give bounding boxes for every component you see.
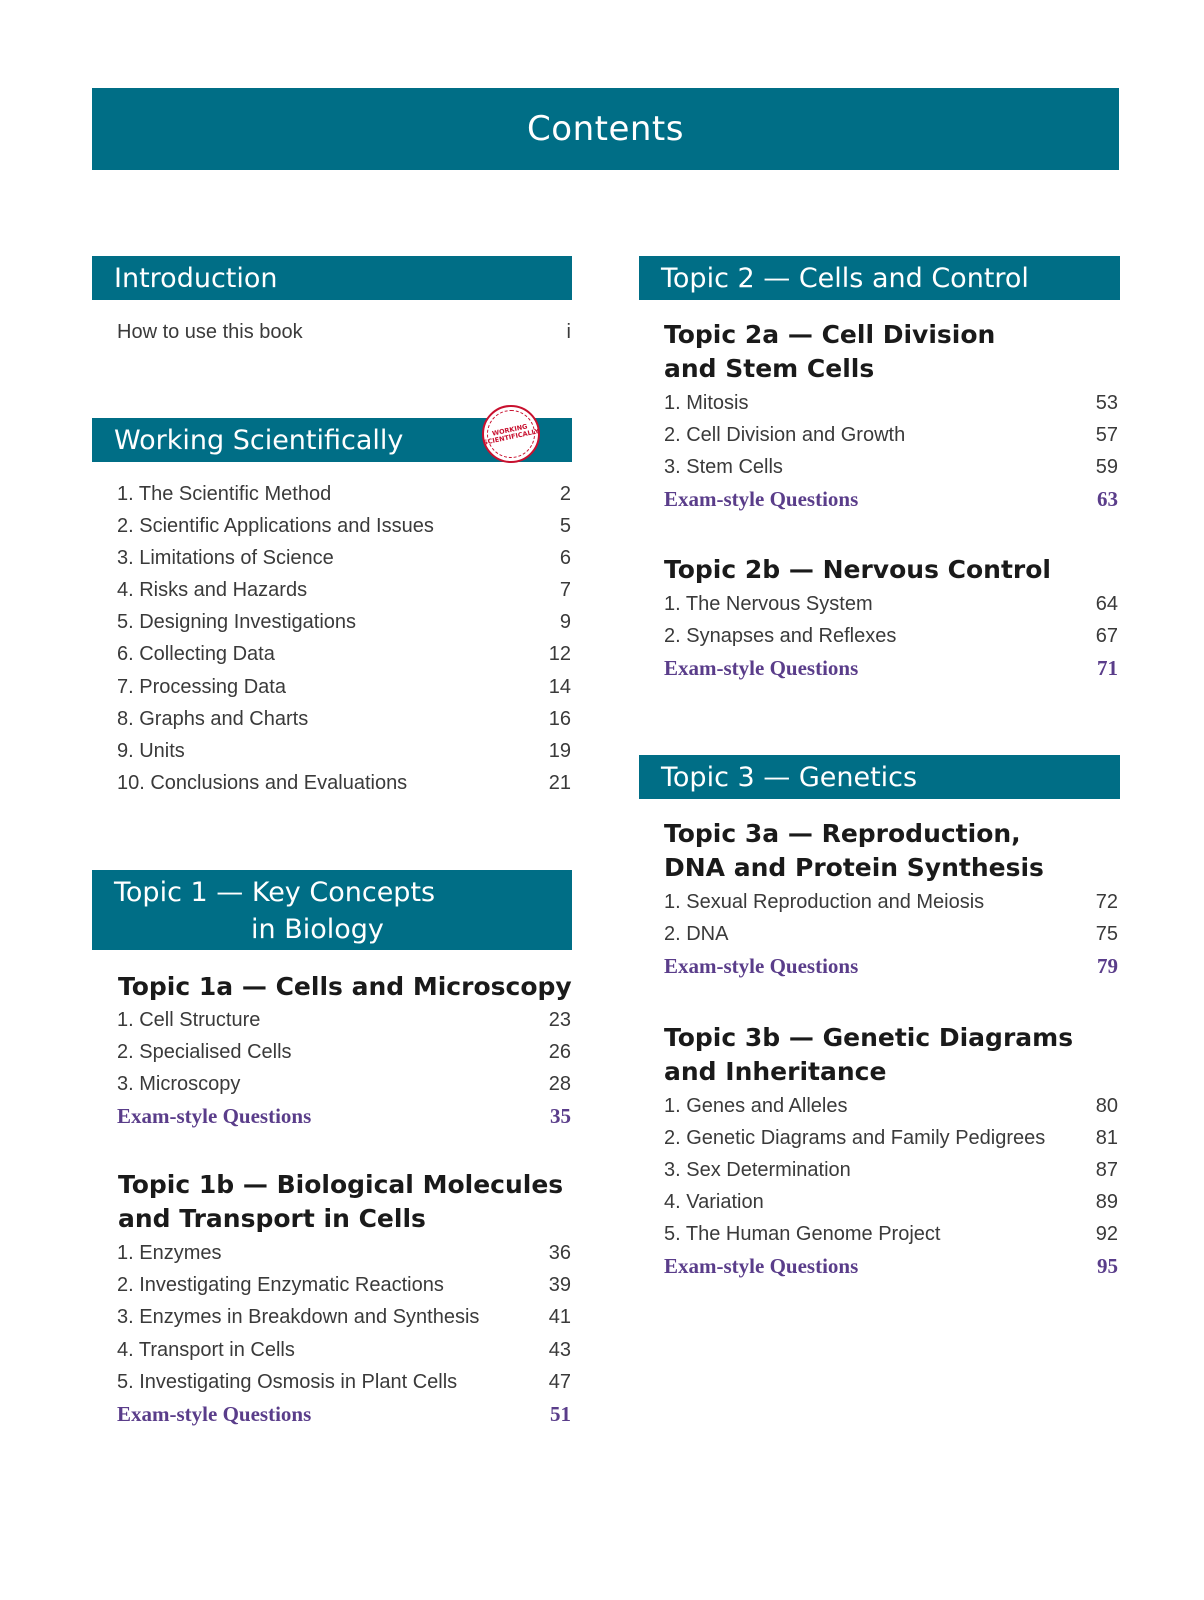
entry-page: 19 [548, 739, 571, 762]
entry-page: 14 [548, 675, 571, 698]
toc-entry[interactable] [664, 622, 1118, 650]
toc-entry[interactable] [664, 1220, 1118, 1248]
topic3a-heading [664, 817, 1044, 885]
entry-page: 41 [548, 1305, 571, 1328]
page-title: Contents [527, 109, 684, 149]
entry-label: 1. Mitosis [664, 391, 749, 414]
entry-label: 5. Designing Investigations [117, 610, 357, 633]
entry-page: 67 [1095, 624, 1118, 647]
entry-page: 6 [559, 546, 571, 569]
entry-page: 2 [559, 482, 571, 505]
exam-questions-entry[interactable] [664, 952, 1118, 980]
topic3-heading [639, 755, 1120, 799]
toc-entry[interactable] [117, 1006, 571, 1034]
entry-label: 4. Risks and Hazards [117, 578, 308, 601]
entry-label: 6. Collecting Data [117, 642, 275, 665]
entry-label: 3. Sex Determination [664, 1158, 851, 1181]
introduction-heading [92, 256, 572, 300]
toc-entry[interactable] [117, 512, 571, 540]
entry-page: 59 [1095, 455, 1118, 478]
entry-label: 2. DNA [664, 922, 729, 945]
entry-label: 2. Scientific Applications and Issues [117, 514, 434, 537]
topic2a-heading-line1: Topic 2a — Cell Division [664, 320, 996, 349]
topic3b-heading-line2: and Inheritance [664, 1057, 887, 1086]
entry-page: 81 [1095, 1126, 1118, 1149]
entry-page: 80 [1095, 1094, 1118, 1117]
toc-entry[interactable] [117, 769, 571, 797]
entry-label: Exam-style Questions [664, 1253, 859, 1278]
entry-page: 9 [559, 610, 571, 633]
entry-label: 2. Synapses and Reflexes [664, 624, 897, 647]
introduction-heading-text: Introduction [114, 262, 278, 294]
entry-page: 95 [1097, 1253, 1118, 1278]
toc-entry[interactable] [117, 1038, 571, 1066]
entry-label: Exam-style Questions [664, 953, 859, 978]
toc-entry[interactable] [117, 1070, 571, 1098]
entry-label: 8. Graphs and Charts [117, 707, 309, 730]
entry-label: 2. Cell Division and Growth [664, 423, 906, 446]
entry-page: 51 [550, 1401, 571, 1426]
entry-page: 16 [548, 707, 571, 730]
toc-entry[interactable] [664, 920, 1118, 948]
entry-page: 79 [1097, 953, 1118, 978]
entry-page: 89 [1095, 1190, 1118, 1213]
topic2a-heading-line2: and Stem Cells [664, 354, 875, 383]
topic1b-heading-line2: and Transport in Cells [118, 1204, 426, 1233]
entry-label: Exam-style Questions [664, 486, 859, 511]
topic2b-heading: Topic 2b — Nervous Control [664, 555, 1051, 584]
toc-entry[interactable] [117, 737, 571, 765]
toc-entry[interactable] [664, 1092, 1118, 1120]
entry-label: 1. The Scientific Method [117, 482, 332, 505]
entry-label: 1. Sexual Reproduction and Meiosis [664, 890, 985, 913]
toc-entry[interactable] [117, 673, 571, 701]
badge-text: WORKING SCIENTIFICALLY [482, 422, 541, 447]
topic1-heading [92, 870, 572, 950]
entry-page: 87 [1095, 1158, 1118, 1181]
exam-questions-entry[interactable] [664, 1252, 1118, 1280]
entry-page: 92 [1095, 1222, 1118, 1245]
topic1b-heading-line1: Topic 1b — Biological Molecules [118, 1170, 564, 1199]
entry-page: 57 [1095, 423, 1118, 446]
entry-label: Exam-style Questions [664, 655, 859, 680]
toc-entry[interactable] [664, 590, 1118, 618]
topic2-heading-text: Topic 2 — Cells and Control [661, 262, 1029, 294]
working-scientifically-heading-text: Working Scientifically [114, 424, 404, 456]
contents-title-bar [92, 88, 1119, 170]
entry-page: 53 [1095, 391, 1118, 414]
topic3a-heading-line1: Topic 3a — Reproduction, [664, 819, 1021, 848]
toc-entry[interactable] [117, 576, 571, 604]
toc-entry[interactable] [664, 888, 1118, 916]
exam-questions-entry[interactable] [117, 1400, 571, 1428]
entry-label: 2. Genetic Diagrams and Family Pedigrees [664, 1126, 1046, 1149]
entry-label: 1. The Nervous System [664, 592, 873, 615]
entry-label: 2. Specialised Cells [117, 1040, 292, 1063]
entry-label: 4. Transport in Cells [117, 1338, 295, 1361]
entry-page: 75 [1095, 922, 1118, 945]
entry-page: 43 [548, 1338, 571, 1361]
toc-entry[interactable] [117, 1303, 571, 1331]
entry-label: Exam-style Questions [117, 1103, 312, 1128]
entry-label: 1. Genes and Alleles [664, 1094, 848, 1117]
entry-page: 72 [1095, 890, 1118, 913]
topic2-heading [639, 256, 1120, 300]
entry-page: 21 [548, 771, 571, 794]
exam-questions-entry[interactable] [664, 485, 1118, 513]
toc-entry[interactable] [117, 640, 571, 668]
toc-entry[interactable] [664, 453, 1118, 481]
topic1-heading-line2: in Biology [251, 914, 384, 945]
exam-questions-entry[interactable] [117, 1102, 571, 1130]
entry-page: 64 [1095, 592, 1118, 615]
topic3b-heading-line1: Topic 3b — Genetic Diagrams [664, 1023, 1074, 1052]
toc-entry[interactable] [664, 421, 1118, 449]
entry-label: 10. Conclusions and Evaluations [117, 771, 408, 794]
entry-label: 3. Microscopy [117, 1072, 241, 1095]
entry-label: 9. Units [117, 739, 185, 762]
toc-entry[interactable] [664, 389, 1118, 417]
entry-label: 3. Limitations of Science [117, 546, 334, 569]
entry-label: 1. Cell Structure [117, 1008, 261, 1031]
toc-entry[interactable] [117, 318, 571, 346]
toc-entry[interactable] [117, 1271, 571, 1299]
entry-page: 47 [548, 1370, 571, 1393]
topic3-heading-text: Topic 3 — Genetics [661, 761, 918, 793]
topic1-heading-line1: Topic 1 — Key Concepts [114, 877, 436, 908]
toc-entry[interactable] [117, 1239, 571, 1267]
toc-entry[interactable] [117, 1368, 571, 1396]
toc-entry[interactable] [664, 1188, 1118, 1216]
entry-page: 12 [548, 642, 571, 665]
entry-label: 1. Enzymes [117, 1241, 222, 1264]
topic3b-heading [664, 1021, 1073, 1089]
entry-label: 2. Investigating Enzymatic Reactions [117, 1273, 444, 1296]
entry-label: How to use this book [117, 320, 303, 343]
entry-page: 39 [548, 1273, 571, 1296]
badge-ring [482, 410, 541, 458]
topic1a-heading: Topic 1a — Cells and Microscopy [118, 972, 572, 1001]
entry-page: 35 [550, 1103, 571, 1128]
entry-label: 4. Variation [664, 1190, 764, 1213]
toc-entry[interactable] [664, 1124, 1118, 1152]
toc-entry[interactable] [117, 480, 571, 508]
entry-page: 7 [559, 578, 571, 601]
topic2a-heading [664, 318, 995, 386]
entry-label: 5. The Human Genome Project [664, 1222, 941, 1245]
topic1b-heading [118, 1168, 563, 1236]
entry-label: 7. Processing Data [117, 675, 286, 698]
entry-page: 28 [548, 1072, 571, 1095]
toc-entry[interactable] [664, 1156, 1118, 1184]
toc-entry[interactable] [117, 1336, 571, 1364]
entry-page: 71 [1097, 655, 1118, 680]
entry-page: i [566, 320, 571, 343]
working-scientifically-badge-icon [482, 405, 540, 463]
entry-label: 3. Stem Cells [664, 455, 783, 478]
entry-page: 36 [548, 1241, 571, 1264]
topic3a-heading-line2: DNA and Protein Synthesis [664, 853, 1044, 882]
entry-page: 26 [548, 1040, 571, 1063]
entry-page: 5 [559, 514, 571, 537]
entry-label: Exam-style Questions [117, 1401, 312, 1426]
entry-page: 23 [548, 1008, 571, 1031]
entry-label: 5. Investigating Osmosis in Plant Cells [117, 1370, 458, 1393]
toc-entry[interactable] [117, 705, 571, 733]
exam-questions-entry[interactable] [664, 654, 1118, 682]
toc-entry[interactable] [117, 608, 571, 636]
entry-label: 3. Enzymes in Breakdown and Synthesis [117, 1305, 480, 1328]
entry-page: 63 [1097, 486, 1118, 511]
toc-entry[interactable] [117, 544, 571, 572]
